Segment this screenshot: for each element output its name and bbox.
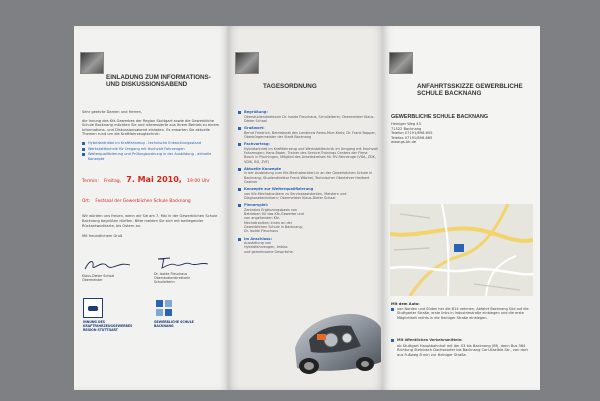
engine-cutaway-image bbox=[291, 298, 383, 378]
car-thumbnail-image bbox=[80, 52, 104, 74]
car-thumbnail-image bbox=[235, 52, 259, 74]
agenda-item: Fachvortrag: Hybridantrieb im Kraftfahrzeug und Werkstatttechnik im Umgang mit Hochvolt Fahrzeugen; Hans Bader, Trainer des Service-Trainings Centers der Firma Bosch in Plochingen, Mitglied des Arbeitskreises für HV-Fahrzeuge (VDA, ZDK, VDIK, BG, ZVF) bbox=[238, 142, 378, 164]
closing-text: Mit freundlichem Gruß bbox=[82, 234, 123, 239]
event-place: Ort: Festsaal der Gewerblichen Schule Backnang bbox=[82, 199, 191, 205]
school-logo bbox=[154, 298, 174, 318]
event-date: Termin: Freitag, 7. Mai 2010, 19:00 Uhr bbox=[82, 175, 210, 185]
panel-agenda bbox=[229, 26, 383, 390]
school-address: Heiniger Weg 43 71522 Backnang Telefon 07191/896-605 Telefax 07191/896-665 www.gs-bk.de bbox=[391, 122, 433, 145]
brochure bbox=[74, 26, 540, 390]
list-item: Werkstatttechnik für Umgang mit Hochvolt Fahrzeugen bbox=[82, 147, 222, 152]
signatory-left: Klaus-Dieter Schaal Obermeister bbox=[82, 274, 115, 283]
signatory-right: Dr. Isolde Fleuchaus Oberstudiendirektorin Schulleiterin bbox=[154, 272, 191, 285]
car-directions: Mit dem Auto: von Norden und Süden her die B14 nehmen, Abfahrt Backnang Süd auf die Stuttgarter Straße, erste links in Industriestraße einbiegen und die erste Möglichkeit rechts in die Heiniger Straße einbiegen. bbox=[391, 302, 533, 321]
agenda-item: Im Anschluss: Ausstellung von Hybridfahrzeugen, Imbiss und gemeinsame Gespräche. bbox=[238, 237, 294, 254]
panel-invitation bbox=[74, 26, 229, 390]
signature-right bbox=[154, 255, 214, 271]
school-name: GEWERBLICHE SCHULE BACKNANG bbox=[391, 114, 489, 120]
agenda-item: Begrüßung: Oberstudiendirektorin Dr. Isolde Fleuchaus, Schulleiterin; Obermeister Klaus-Dieter Schaal bbox=[238, 110, 378, 123]
agenda-item: Plenarspiel: Zentrales Ergänzungsbasis von Betrieben für das Kfz-Gewerbe und von angehenden Kfz-Mechatroniker/-innen an der Gewerblichen Schule in Backnang; Dr. Isolde Fleuchaus bbox=[238, 203, 304, 233]
agenda-heading: TAGESORDNUNG bbox=[263, 83, 317, 90]
list-item: Hybridantriebe im Kraftfahrzeug - technische Entwicklungsstand bbox=[82, 141, 222, 146]
agenda-list bbox=[238, 110, 378, 257]
intro-text: die Innung des Kfz-Gewerbes der Region Stuttgart sowie die Gewerbliche Schule Backnang möchten Sie und interessierte aus Ihrem Betrieb zu einem Informations- und Diskussionsabend einladen. Es erwarten Sie aktuelle Themen rund um die Kraftfahrzeugtechnik: bbox=[82, 118, 220, 137]
directions-heading: ANFAHRTSSKIZZE GEWERBLICHE SCHULE BACKNANG bbox=[417, 83, 523, 98]
transit-directions: Mit öffentlichen Verkehrsmitteln: ab Stuttgart Hauptbahnhof mit der S3 bis Backnang (Bf), dann Bus 364 Richtung Steinbach Dachsdorfer bis Backnang Carl-Kaelble-Str., von dort aus Fußweg 8 min zur Heiniger Straße. bbox=[391, 338, 533, 357]
signature-left bbox=[82, 257, 142, 273]
agenda-item: Grußwort: Bernd Friedrich, Betriebsrat des Landkreis Rems-Murr-Kreis; Dr. Frank Nopper, Oberbürgermeister der Stadt Backnang bbox=[238, 126, 378, 139]
agenda-item: Konzepte zur Weiterqualifizierung von Kfz-Mechatronikern zu Serviceassistenten, Meistern und Diagnosetechnikern; Obermeister Klaus-Dieter Schaal bbox=[238, 187, 378, 200]
list-item: Weiterqualifizierung und Prüfungsordnung in der Ausbildung - aktuelle Konzepte bbox=[82, 152, 222, 161]
topic-list bbox=[82, 141, 222, 161]
panel-directions bbox=[383, 26, 540, 390]
agenda-item: Aktuelle Konzepte in der Ausbildung zum Kfz-Mechatroniker/-in an der Gewerblichen Schule in Backnang; Studiendirektor Frank Wächel, Technischer Oberlehrer Heribert Gastner bbox=[238, 167, 378, 184]
school-logo-text: GEWERBLICHE SCHULE BACKNANG bbox=[154, 320, 194, 328]
car-thumbnail-image bbox=[389, 52, 413, 74]
directions-map bbox=[390, 204, 533, 296]
greeting: Sehr geehrte Damen und Herren, bbox=[82, 110, 143, 114]
innung-logo-text: INNUNG DES KRAFTFAHRZEUGGEWERBES REGION STUTTGART bbox=[83, 320, 133, 332]
invitation-heading: EINLADUNG ZUM INFORMATIONS- UND DISKUSSIONSABEND bbox=[106, 74, 211, 89]
innung-logo bbox=[83, 298, 103, 318]
body-text: Wir würden uns freuen, wenn wir Sie am 7. Mai in der Gewerblichen Schule Backnang begrüßen dürften. Bitte melden Sie sich mit beiliegender Rückantwortkarte, bis Ostern an. bbox=[82, 214, 218, 228]
